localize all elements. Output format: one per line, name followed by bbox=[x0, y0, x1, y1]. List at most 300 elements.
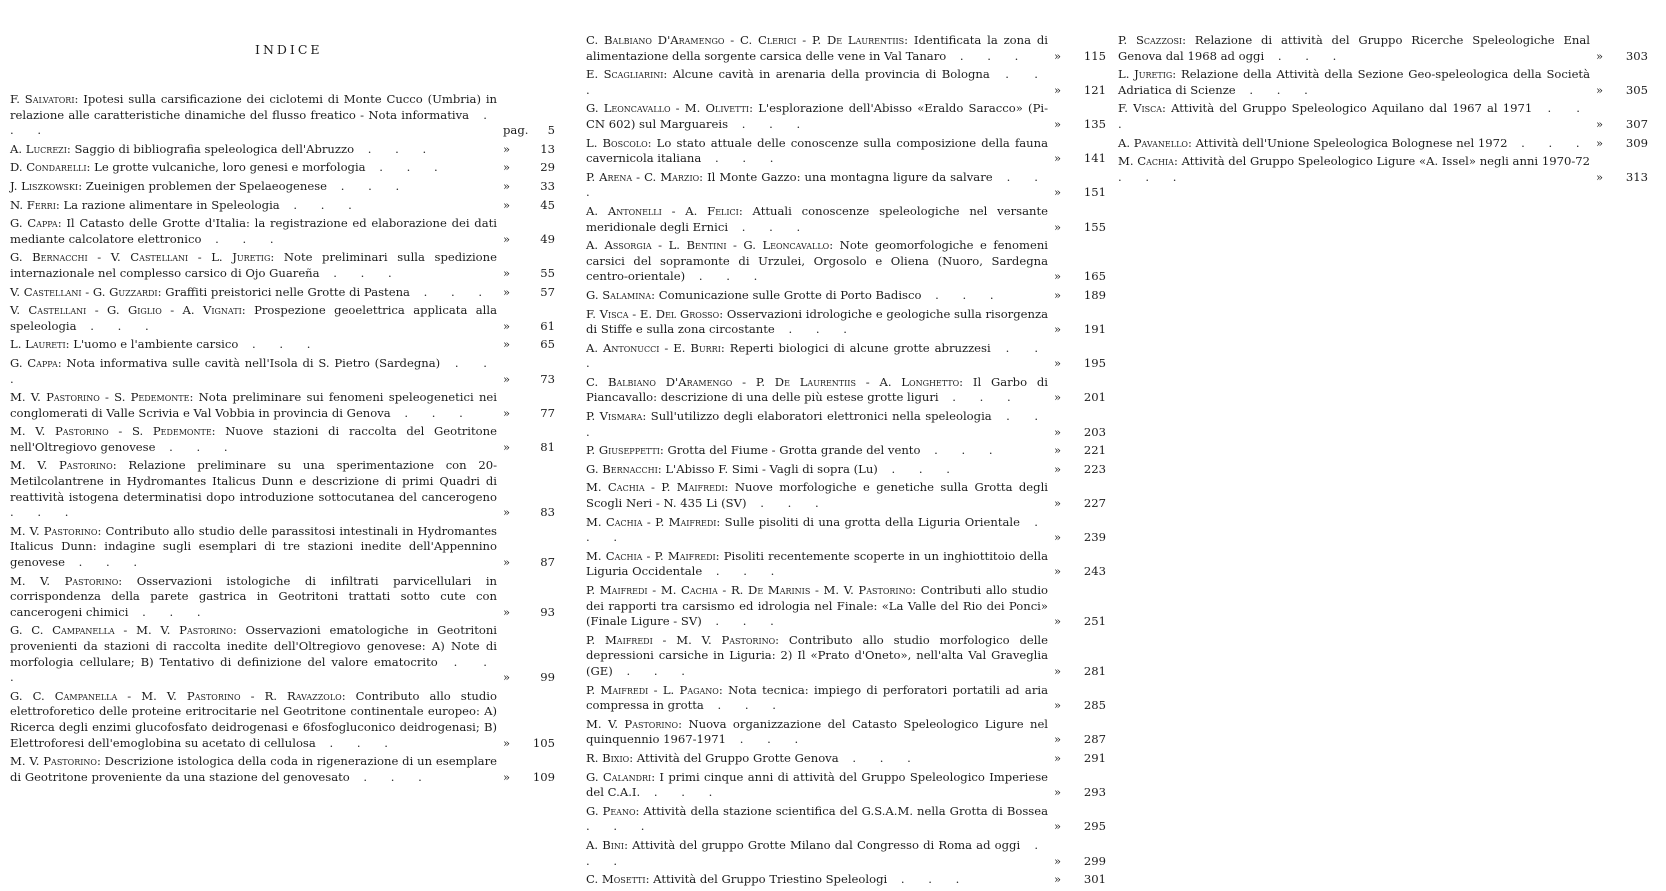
page-ref bbox=[1048, 151, 1106, 167]
page-ref bbox=[1048, 117, 1106, 133]
index-title: INDICE bbox=[255, 42, 323, 57]
entry-text bbox=[586, 136, 1048, 167]
author-separator: : bbox=[829, 238, 840, 253]
page-ref bbox=[497, 440, 555, 456]
author-separator: : bbox=[715, 548, 724, 563]
page-prefix: » bbox=[1054, 185, 1062, 200]
toc-entry bbox=[586, 804, 1106, 835]
author-separator: : bbox=[157, 284, 166, 299]
page-ref bbox=[497, 160, 555, 176]
page-number: 203 bbox=[1083, 424, 1106, 439]
author-separator: : bbox=[659, 443, 668, 458]
leader-dots: . . . bbox=[586, 340, 1048, 371]
entry-text bbox=[586, 717, 1048, 748]
leader-dots: . . . bbox=[726, 732, 809, 747]
author-separator: : bbox=[647, 135, 657, 150]
toc-entry bbox=[586, 288, 1106, 304]
page-prefix: » bbox=[503, 735, 511, 750]
page-number: 87 bbox=[540, 555, 555, 570]
page-number: 81 bbox=[540, 439, 555, 454]
toc-entry bbox=[586, 770, 1106, 801]
page-prefix: » bbox=[1596, 48, 1604, 63]
entry-title: L'uomo e l'ambiente carsico bbox=[73, 337, 239, 352]
entry-authors: G. Bernacchi bbox=[586, 461, 658, 476]
toc-entry bbox=[10, 356, 555, 387]
author-separator: : bbox=[65, 337, 74, 352]
entry-text bbox=[10, 303, 497, 334]
page-ref bbox=[1048, 614, 1106, 630]
toc-entry bbox=[586, 170, 1106, 201]
page-number: 301 bbox=[1083, 872, 1106, 887]
leader-dots: . . . bbox=[354, 141, 437, 156]
page-number: 201 bbox=[1083, 390, 1106, 405]
author-separator: : bbox=[112, 458, 129, 473]
entry-authors: M. V. Pastorino - S. Pedemonte bbox=[10, 424, 212, 439]
entry-authors: G. Leoncavallo - M. Olivetti bbox=[586, 101, 750, 116]
entry-authors: P. Scazzosi bbox=[1118, 33, 1183, 47]
page-number: 115 bbox=[1083, 48, 1106, 63]
leader-dots: . . . bbox=[409, 284, 493, 299]
toc-entry bbox=[586, 751, 1106, 767]
entry-title: Il Catasto delle Grotte d'Italia: la registrazione ed elaborazione dei dati mediante calcolatore elettronico bbox=[10, 216, 497, 246]
entry-title: Osservazioni idrologiche e geologiche sulla risorgenza di Stiffe e sulla zona circostante bbox=[586, 306, 1048, 337]
page-prefix: » bbox=[1054, 48, 1062, 63]
leader-dots: . . . bbox=[877, 461, 960, 476]
page-number: 33 bbox=[540, 178, 555, 193]
page-prefix: » bbox=[1054, 443, 1062, 458]
toc-entry bbox=[10, 390, 555, 421]
page-ref bbox=[1048, 390, 1106, 406]
leader-dots: . . . bbox=[640, 785, 723, 800]
leader-dots: . . . bbox=[64, 555, 148, 570]
author-separator: : bbox=[651, 287, 659, 302]
entry-title: L'Abisso F. Simi - Vagli di sopra (Lu) bbox=[665, 461, 878, 476]
entry-authors: C. Balbiano D'Aramengo - C. Clerici - P. De Laurentiis bbox=[586, 33, 905, 47]
page-prefix: » bbox=[1054, 116, 1062, 131]
page-number: 293 bbox=[1083, 785, 1106, 800]
page-prefix: » bbox=[1054, 853, 1062, 868]
page-number: 151 bbox=[1083, 185, 1106, 200]
page-ref bbox=[497, 505, 555, 521]
page-number: 13 bbox=[540, 141, 555, 156]
entry-title: Alcune cavità in arenaria della provincia di Bologna bbox=[672, 67, 990, 82]
entry-authors: G. Bernacchi - V. Castellani - L. Juretig bbox=[10, 250, 271, 265]
entry-title: Il Monte Gazzo: una montagna ligure da salvare bbox=[707, 169, 993, 184]
page-number: 29 bbox=[540, 160, 555, 175]
entry-text bbox=[10, 160, 497, 176]
entry-title: Sull'utilizzo degli elaboratori elettronici nella speleologia bbox=[650, 409, 992, 424]
author-separator: : bbox=[720, 340, 730, 355]
page-ref bbox=[1048, 269, 1106, 285]
page-number: 55 bbox=[540, 265, 555, 280]
entry-list bbox=[10, 92, 555, 788]
page-ref bbox=[497, 232, 555, 248]
author-separator: : bbox=[1172, 67, 1181, 82]
entry-text bbox=[586, 515, 1048, 546]
entry-text bbox=[10, 524, 497, 571]
page-ref bbox=[1590, 49, 1648, 65]
toc-entry bbox=[10, 142, 555, 158]
page-ref bbox=[497, 337, 555, 353]
entry-authors: G. Peano bbox=[586, 803, 636, 818]
toc-entry bbox=[586, 443, 1106, 459]
author-separator: : bbox=[719, 306, 727, 321]
entry-title: Nota informativa sulle cavità nell'Isola di S. Pietro (Sardegna) bbox=[66, 355, 441, 370]
entry-title: Attività del Gruppo Speleologico Ligure «A. Issel» negli anni 1970-72 bbox=[1181, 154, 1590, 169]
entry-text bbox=[586, 549, 1048, 580]
entry-authors: M. V. Pastorino bbox=[10, 754, 97, 769]
page-ref bbox=[1048, 425, 1106, 441]
author-separator: : bbox=[189, 390, 199, 405]
entry-text bbox=[10, 390, 497, 421]
toc-entry bbox=[10, 198, 555, 214]
page-prefix: » bbox=[1054, 151, 1062, 166]
entry-title: Prospezione geoelettrica applicata alla speleologia bbox=[10, 303, 498, 333]
entry-list bbox=[1118, 33, 1648, 188]
entry-authors: P. Maifredi - M. Cachia - R. De Marinis - M. V. Pastorino bbox=[586, 583, 913, 597]
page-ref bbox=[1048, 83, 1106, 99]
page-ref bbox=[1048, 49, 1106, 65]
page-ref bbox=[1048, 785, 1106, 801]
page-prefix: » bbox=[1054, 564, 1062, 579]
entry-text bbox=[10, 458, 497, 520]
toc-entry bbox=[586, 462, 1106, 478]
author-separator: : bbox=[716, 514, 725, 529]
toc-entry bbox=[586, 307, 1106, 338]
author-separator: : bbox=[749, 101, 759, 116]
leader-dots: . . . bbox=[327, 178, 410, 193]
page-prefix: » bbox=[503, 769, 511, 784]
toc-entry bbox=[1118, 101, 1648, 132]
toc-entry bbox=[10, 250, 555, 281]
entry-title: Reperti biologici di alcune grotte abruzzesi bbox=[729, 340, 991, 355]
entry-title: Relazione preliminare su una sperimentazione con 20-Metilcolantrene in Hydromantes Italicus Dunn e descrizione di primi Quadri di reattività istogena determinatisi dopo introduzione sottocutanea del cancerogeno bbox=[10, 458, 498, 504]
page-ref bbox=[1048, 288, 1106, 304]
author-separator: : bbox=[1182, 33, 1195, 47]
author-separator: : bbox=[629, 750, 637, 765]
leader-dots: . . . bbox=[315, 735, 398, 750]
page-ref bbox=[1048, 530, 1106, 546]
author-separator: : bbox=[74, 92, 84, 106]
author-separator: : bbox=[211, 424, 226, 439]
toc-entry bbox=[1118, 154, 1648, 185]
entry-text bbox=[586, 67, 1048, 98]
toc-entry bbox=[10, 574, 555, 621]
entry-text bbox=[586, 375, 1048, 406]
leader-dots: . . . bbox=[586, 67, 1048, 97]
entry-title: Il Garbo di Piancavallo: descrizione di una delle più estese grotte liguri bbox=[586, 374, 1048, 405]
page-number: 93 bbox=[540, 604, 555, 619]
entry-text bbox=[586, 409, 1048, 440]
author-separator: : bbox=[959, 374, 973, 389]
page-number: 281 bbox=[1083, 663, 1106, 678]
entry-text bbox=[10, 356, 497, 387]
entry-text bbox=[586, 770, 1048, 801]
page-number: 65 bbox=[540, 337, 555, 352]
toc-entry bbox=[10, 754, 555, 785]
author-separator: : bbox=[642, 409, 651, 424]
page-ref bbox=[497, 285, 555, 301]
leader-dots: . . . bbox=[774, 322, 857, 337]
page-prefix: » bbox=[1054, 614, 1062, 629]
leader-dots: . . . bbox=[1235, 82, 1318, 97]
entry-title: Contributo allo studio morfologico delle depressioni carsiche in Liguria: 2) Il «Prato d'Oneto», nell'alta Val Graveglia (GE) bbox=[586, 632, 1048, 678]
entry-authors: A. Antonucci - E. Burri bbox=[586, 340, 721, 355]
page-ref bbox=[1590, 83, 1648, 99]
entry-authors: A. Lucrezi bbox=[10, 141, 67, 156]
toc-entry bbox=[586, 515, 1106, 546]
leader-dots: . . . bbox=[938, 390, 1021, 405]
entry-authors: P. Maifredi - L. Pagano bbox=[586, 682, 719, 697]
leader-dots: . . . bbox=[887, 872, 970, 887]
entry-authors: P. Maifredi - M. V. Pastorino bbox=[586, 632, 776, 647]
page-prefix: » bbox=[503, 318, 511, 333]
entry-authors: G. Calandri bbox=[586, 769, 652, 784]
entry-title: Note preliminari sulla spedizione internazionale nel complesso carsico di Ojo Guareña bbox=[10, 250, 497, 280]
leader-dots: . . . bbox=[701, 614, 784, 629]
page-prefix: » bbox=[1054, 663, 1062, 678]
entry-title: Contributo allo studio elettroforetico delle proteine eritrocitarie nel Geotritone continentale europeo: A) Ricerca degli enzimi glucofosfato deidrogenasi e 6fosfogluconico deidrogenasi; B) Elettroforesi dell'emoglobina su acetato di cellulosa bbox=[10, 688, 497, 750]
page-number: 83 bbox=[540, 505, 555, 520]
page-prefix: » bbox=[503, 284, 511, 299]
entry-authors: M. V. Pastorino bbox=[586, 716, 679, 731]
leader-dots: . . . bbox=[76, 318, 159, 333]
entry-text bbox=[586, 480, 1048, 511]
author-separator: : bbox=[912, 583, 921, 597]
entry-text bbox=[586, 288, 1048, 304]
page-number: 313 bbox=[1625, 169, 1648, 184]
entry-authors: D. Condarelli bbox=[10, 160, 87, 175]
entry-title: Graffiti preistorici nelle Grotte di Pastena bbox=[165, 284, 410, 299]
page-prefix: » bbox=[1054, 461, 1062, 476]
entry-authors: F. Visca bbox=[1118, 101, 1162, 116]
leader-dots: . . . bbox=[703, 698, 786, 713]
entry-title: Identificata la zona di alimentazione della sorgente carsica delle vene in Val Tanaro bbox=[586, 33, 1048, 63]
page-prefix: » bbox=[1054, 698, 1062, 713]
author-separator: : bbox=[1173, 154, 1182, 169]
entry-authors: L. Boscolo bbox=[586, 135, 648, 150]
leader-dots: . . . bbox=[586, 409, 1048, 439]
author-separator: : bbox=[118, 573, 137, 588]
page-number: 195 bbox=[1083, 356, 1106, 371]
leader-dots: . . . bbox=[349, 769, 432, 784]
entry-text bbox=[1118, 33, 1590, 64]
author-separator: : bbox=[66, 141, 75, 156]
entry-text bbox=[10, 216, 497, 247]
toc-entry bbox=[586, 549, 1106, 580]
entry-title: Le grotte vulcaniche, loro genesi e morfologia bbox=[94, 160, 366, 175]
author-separator: : bbox=[86, 160, 95, 175]
page-ref bbox=[1048, 664, 1106, 680]
page-prefix: » bbox=[503, 178, 511, 193]
author-separator: : bbox=[55, 197, 64, 212]
entry-authors: A. Bini bbox=[586, 837, 625, 852]
author-separator: : bbox=[645, 872, 654, 887]
page-prefix: » bbox=[1054, 424, 1062, 439]
page-ref bbox=[1048, 698, 1106, 714]
leader-dots: . . . bbox=[746, 496, 829, 511]
page-prefix: » bbox=[1596, 135, 1604, 150]
toc-entry bbox=[586, 480, 1106, 511]
page-ref bbox=[1048, 462, 1106, 478]
page-prefix: » bbox=[503, 505, 511, 520]
page-number: 299 bbox=[1083, 853, 1106, 868]
author-separator: : bbox=[699, 169, 708, 184]
author-separator: : bbox=[724, 480, 735, 495]
entry-title: Nuove morfologiche e genetiche sulla Grotta degli Scogli Neri - N. 435 Li (SV) bbox=[586, 480, 1048, 511]
author-separator: : bbox=[97, 523, 106, 538]
leader-dots: . . . bbox=[1264, 48, 1347, 63]
entry-text bbox=[586, 683, 1048, 714]
page-ref bbox=[497, 142, 555, 158]
page-number: 141 bbox=[1083, 151, 1106, 166]
page-prefix: » bbox=[503, 160, 511, 175]
entry-text bbox=[586, 443, 1048, 459]
author-separator: : bbox=[96, 754, 105, 769]
page-ref bbox=[497, 266, 555, 282]
toc-entry bbox=[586, 33, 1106, 64]
page-number: 49 bbox=[540, 231, 555, 246]
entry-authors: M. V. Pastorino bbox=[10, 523, 98, 538]
entry-title: Relazione della Attività della Sezione Geo-speleologica della Società Adriatica di Scienze bbox=[1118, 67, 1590, 97]
page-ref bbox=[497, 372, 555, 388]
page-prefix: » bbox=[1054, 750, 1062, 765]
entry-authors: M. Cachia - P. Maifredi bbox=[586, 480, 725, 495]
entry-authors: J. Liszkowski bbox=[10, 178, 79, 193]
entry-text bbox=[1118, 67, 1590, 98]
page-ref bbox=[1048, 322, 1106, 338]
entry-authors: M. Cachia - P. Maifredi bbox=[586, 548, 716, 563]
leader-dots: . . . bbox=[728, 219, 811, 234]
entry-authors: P. Vismara bbox=[586, 409, 643, 424]
entry-text bbox=[10, 337, 497, 353]
leader-dots: . . . bbox=[201, 231, 284, 246]
page-prefix: » bbox=[503, 197, 511, 212]
page-ref bbox=[497, 770, 555, 786]
page-number: 223 bbox=[1083, 461, 1106, 476]
page-ref bbox=[497, 736, 555, 752]
page-ref bbox=[1048, 854, 1106, 870]
page-ref bbox=[497, 555, 555, 571]
toc-entry bbox=[586, 204, 1106, 235]
page-number: 239 bbox=[1083, 530, 1106, 545]
author-separator: : bbox=[241, 303, 255, 318]
page-ref bbox=[497, 198, 555, 214]
leader-dots: . . . bbox=[701, 151, 784, 166]
page-number: 165 bbox=[1083, 269, 1106, 284]
entry-authors: G. C. Campanella - M. V. Pastorino - R. Ravazzolo bbox=[10, 688, 342, 703]
page-prefix: » bbox=[1596, 82, 1604, 97]
page-prefix: » bbox=[503, 141, 511, 156]
page-number: 5 bbox=[547, 123, 555, 138]
entry-title: I primi cinque anni di attività del Gruppo Speleologico Imperiese del C.A.I. bbox=[586, 769, 1049, 800]
leader-dots: . . . bbox=[238, 337, 321, 352]
page-number: 189 bbox=[1083, 287, 1106, 302]
entry-text bbox=[10, 198, 497, 214]
page-prefix: » bbox=[1054, 82, 1062, 97]
leader-dots: . . . bbox=[1507, 135, 1590, 150]
entry-title: Nota tecnica: impiego di perforatori portatili ad aria compressa in grotta bbox=[586, 682, 1049, 713]
entry-title: Sulle pisoliti di una grotta della Liguria Orientale bbox=[724, 514, 1020, 529]
entry-title: Contributo allo studio delle parassitosi intestinali in Hydromantes Italicus Dunn: indagine sugli esemplari di tre stazioni inedite dell'Appennino genovese bbox=[10, 523, 498, 570]
page-prefix: » bbox=[1054, 496, 1062, 511]
page-ref bbox=[1590, 117, 1648, 133]
entry-authors: M. Cachia - P. Maifredi bbox=[586, 514, 717, 529]
leader-dots: . . . bbox=[586, 837, 1049, 868]
entry-text bbox=[586, 804, 1048, 835]
entry-list bbox=[586, 33, 1106, 891]
entry-title: Saggio di bibliografia speleologica dell'Abruzzo bbox=[74, 141, 355, 156]
toc-entry bbox=[586, 872, 1106, 888]
author-separator: : bbox=[718, 682, 729, 697]
entry-text bbox=[1118, 154, 1590, 185]
toc-entry bbox=[586, 633, 1106, 680]
page-ref bbox=[497, 605, 555, 621]
leader-dots: . . . bbox=[685, 269, 768, 284]
page-prefix: » bbox=[1054, 287, 1062, 302]
author-separator: : bbox=[1187, 135, 1196, 150]
entry-title: Note geomorfologiche e fenomeni carsici del sopramonte di Urzulei, Orgosolo e Oliena (Nuoro, Sardegna centro-orientale) bbox=[586, 238, 1049, 284]
toc-entry bbox=[10, 216, 555, 247]
entry-authors: M. Cachia bbox=[1118, 154, 1174, 169]
page-prefix: » bbox=[1596, 116, 1604, 131]
entry-text bbox=[10, 574, 497, 621]
page-prefix: » bbox=[1054, 219, 1062, 234]
page-ref bbox=[497, 179, 555, 195]
page-number: 109 bbox=[532, 769, 555, 784]
leader-dots: . . . bbox=[10, 654, 497, 685]
toc-entry bbox=[586, 717, 1106, 748]
page-ref bbox=[497, 319, 555, 335]
entry-title: Nota preliminare sui fenomeni speleogenetici nei conglomerati di Valle Scrivia e Val Vobbia in provincia di Genova bbox=[10, 390, 497, 420]
leader-dots: . . . bbox=[390, 405, 473, 420]
entry-title: L'esplorazione dell'Abisso «Eraldo Saracco» (Pi-CN 602) sul Marguareis bbox=[586, 101, 1048, 131]
toc-entry bbox=[10, 458, 555, 520]
entry-text bbox=[586, 33, 1048, 64]
page-ref bbox=[1048, 872, 1106, 888]
toc-entry bbox=[10, 337, 555, 353]
toc-entry bbox=[10, 424, 555, 455]
page-prefix: » bbox=[1054, 785, 1062, 800]
author-separator: : bbox=[635, 803, 644, 818]
page-ref bbox=[1048, 564, 1106, 580]
page-prefix: » bbox=[1054, 872, 1062, 887]
toc-entry bbox=[586, 683, 1106, 714]
entry-text bbox=[10, 285, 497, 301]
entry-text bbox=[10, 142, 497, 158]
toc-entry bbox=[10, 524, 555, 571]
entry-title: Pisoliti recentemente scoperte in un inghiottitoio della Liguria Occidentale bbox=[586, 548, 1048, 579]
entry-title: Zueinigen problemen der Spelaeogenese bbox=[85, 178, 328, 193]
page-number: 303 bbox=[1625, 48, 1648, 63]
leader-dots: . . . bbox=[128, 604, 211, 619]
entry-authors: E. Scagliarini bbox=[586, 67, 664, 82]
entry-authors: G. Cappa bbox=[10, 216, 58, 231]
entry-title: Attività del Gruppo Speleologico Aquilano dal 1967 al 1971 bbox=[1171, 101, 1533, 116]
entry-title: Nuove stazioni di raccolta del Geotritone nell'Oltregiovo genovese bbox=[10, 424, 497, 454]
page-ref bbox=[1048, 496, 1106, 512]
leader-dots: . . . bbox=[920, 443, 1003, 458]
entry-text bbox=[10, 92, 497, 139]
leader-dots: . . . bbox=[1118, 101, 1590, 131]
entry-authors: N. Ferri bbox=[10, 197, 56, 212]
page-number: 155 bbox=[1083, 219, 1106, 234]
page-number: 291 bbox=[1083, 750, 1106, 765]
leader-dots: . . . bbox=[586, 819, 655, 834]
leader-dots: . . . bbox=[365, 160, 448, 175]
toc-entry bbox=[10, 92, 555, 139]
entry-title: Comunicazione sulle Grotte di Porto Badisco bbox=[658, 287, 922, 302]
